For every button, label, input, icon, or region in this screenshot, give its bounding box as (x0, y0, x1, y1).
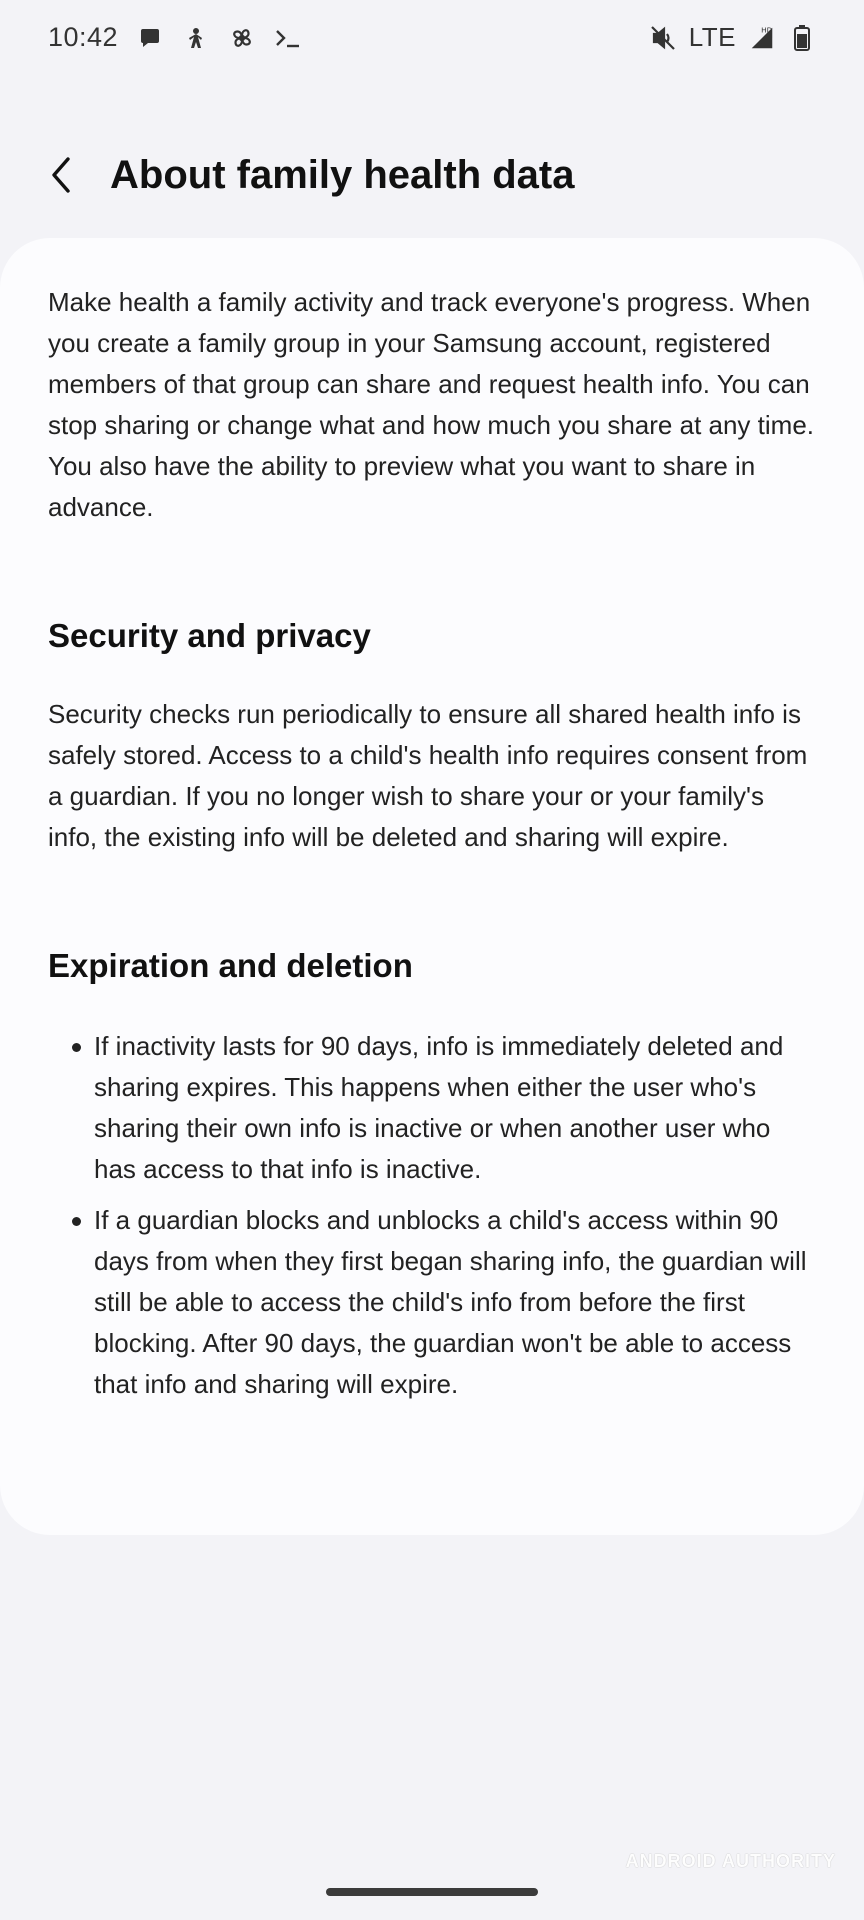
signal-hd-icon (748, 24, 776, 52)
expiration-bullet-list (48, 1026, 818, 1405)
list-item (48, 1200, 818, 1405)
network-type: LTE (688, 22, 736, 52)
watermark: ANDROID AUTHORITY (625, 1851, 836, 1871)
card-content (48, 282, 818, 1415)
bullet-dot-icon (72, 1043, 81, 1052)
list-item (48, 1026, 818, 1190)
back-button[interactable] (36, 148, 86, 202)
status-bar (0, 0, 864, 80)
bullet-text: If a guardian blocks and unblocks a child's access within 90 days from when they first began sharing info, the guardian will still be able to access the child's info from before the first blocking. After 90 days, the guardian won't be able to access that info and sharing will expire. (94, 1205, 807, 1399)
content-card (0, 238, 864, 1535)
page-title: About family health data (110, 153, 575, 197)
chat-bubble-icon (136, 24, 164, 52)
security-privacy-body: Security checks run periodically to ensure all shared health info is safely stored. Access to a child's health info requires consent from a guardian. If you no longer wish to share your or your family's info, the existing info will be deleted and sharing will expire. (48, 699, 808, 852)
chevron-left-icon (46, 153, 76, 197)
battery-icon (788, 24, 816, 52)
header (0, 140, 864, 210)
expiration-deletion-heading: Expiration and deletion (48, 947, 413, 984)
person-figure-icon (182, 24, 210, 52)
status-left (48, 22, 302, 53)
status-right (649, 22, 816, 53)
navigation-handle[interactable] (326, 1888, 538, 1896)
pinwheel-icon (228, 24, 256, 52)
bullet-dot-icon (72, 1217, 81, 1226)
security-privacy-heading: Security and privacy (48, 617, 371, 654)
svg-text:HD: HD (761, 24, 773, 34)
mute-icon (649, 24, 677, 52)
intro-paragraph: Make health a family activity and track everyone's progress. When you create a family group in your Samsung account, registered members of that group can share and request health info. You can stop sharing or change what and how much you share at any time. You also have the ability to preview what you want to share in advance. (48, 287, 814, 522)
status-time: 10:42 (48, 22, 119, 52)
bullet-text: If inactivity lasts for 90 days, info is immediately deleted and sharing expires. This happens when either the user who's sharing their own info is inactive or when another user who has access to that info is inactive. (94, 1031, 784, 1184)
terminal-icon (274, 24, 302, 52)
